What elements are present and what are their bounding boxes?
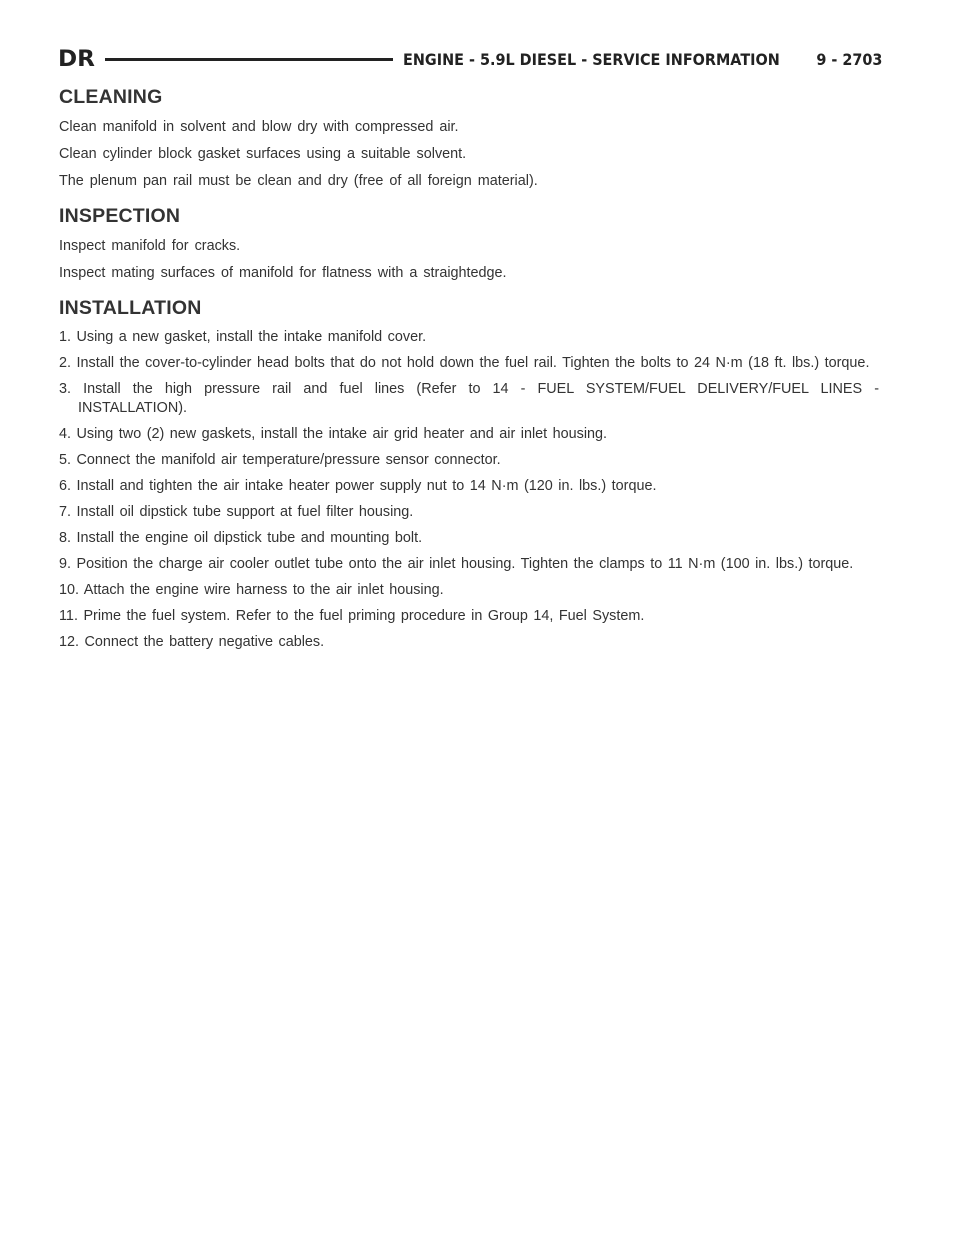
list-item [59, 477, 879, 496]
page-header [58, 44, 882, 74]
paragraph: The plenum pan rail must be clean and dry (free of all foreign material). [59, 173, 538, 189]
step-text: Position the charge air cooler outlet tube onto the air inlet housing. Tighten the clamps to 11 N·m (100 in. lbs.) torque. [76, 556, 854, 572]
paragraph: Clean cylinder block gasket surfaces using a suitable solvent. [59, 146, 467, 162]
header-rule [105, 58, 393, 61]
list-item [59, 581, 879, 600]
step-text: Install the engine oil dipstick tube and mounting bolt. [76, 530, 423, 546]
step-number: 2. [59, 355, 72, 371]
header-page-number: 9 - 2703 [815, 49, 882, 69]
list-item [59, 425, 879, 444]
document-body [59, 86, 879, 666]
step-number: 9. [59, 556, 72, 572]
list-item [59, 503, 879, 522]
list-item [59, 328, 879, 347]
step-number: 3. [59, 381, 72, 397]
step-number: 1. [59, 329, 72, 345]
section-inspection [59, 205, 879, 283]
step-text: Attach the engine wire harness to the air inlet housing. [83, 582, 444, 598]
installation-steps [59, 328, 879, 652]
step-text: Prime the fuel system. Refer to the fuel priming procedure in Group 14, Fuel System. [83, 608, 645, 624]
section-heading: CLEANING [59, 86, 163, 108]
step-text: Using two (2) new gaskets, install the intake air grid heater and air inlet housing. [76, 426, 608, 442]
step-text: Install oil dipstick tube support at fuel filter housing. [76, 504, 414, 520]
step-number: 6. [59, 478, 72, 494]
list-item [59, 607, 879, 626]
list-item [59, 451, 879, 470]
list-item [59, 354, 879, 373]
list-item [59, 633, 879, 652]
header-title: ENGINE - 5.9L DIESEL - SERVICE INFORMATION [403, 49, 781, 69]
paragraph: Clean manifold in solvent and blow dry with compressed air. [59, 119, 459, 135]
list-item [59, 529, 879, 548]
section-heading: INSPECTION [59, 205, 181, 227]
step-number: 4. [59, 426, 72, 442]
paragraph: Inspect manifold for cracks. [59, 238, 241, 254]
section-cleaning [59, 86, 879, 191]
step-text: Using a new gasket, install the intake manifold cover. [76, 329, 427, 345]
list-item [59, 555, 879, 574]
step-number: 7. [59, 504, 72, 520]
step-number: 5. [59, 452, 72, 468]
step-text: Connect the battery negative cables. [84, 634, 325, 650]
section-installation [59, 297, 879, 652]
list-item [59, 380, 879, 418]
paragraph: Inspect mating surfaces of manifold for flatness with a straightedge. [59, 265, 507, 281]
step-text: Install and tighten the air intake heater power supply nut to 14 N·m (120 in. lbs.) torque. [76, 478, 657, 494]
step-text: Install the cover-to-cylinder head bolts that do not hold down the fuel rail. Tighten the bolts to 24 N·m (18 ft. lbs.) torque. [76, 355, 870, 371]
header-model-code: DR [58, 46, 95, 72]
step-number: 10. [59, 582, 80, 598]
step-number: 12. [59, 634, 80, 650]
section-heading: INSTALLATION [59, 297, 202, 319]
step-text: Connect the manifold air temperature/pressure sensor connector. [76, 452, 501, 468]
step-text: Install the high pressure rail and fuel lines (Refer to 14 - FUEL SYSTEM/FUEL DELIVERY/FUEL LINES - INSTALLATION). [78, 381, 879, 416]
step-number: 11. [59, 608, 78, 624]
step-number: 8. [59, 530, 72, 546]
